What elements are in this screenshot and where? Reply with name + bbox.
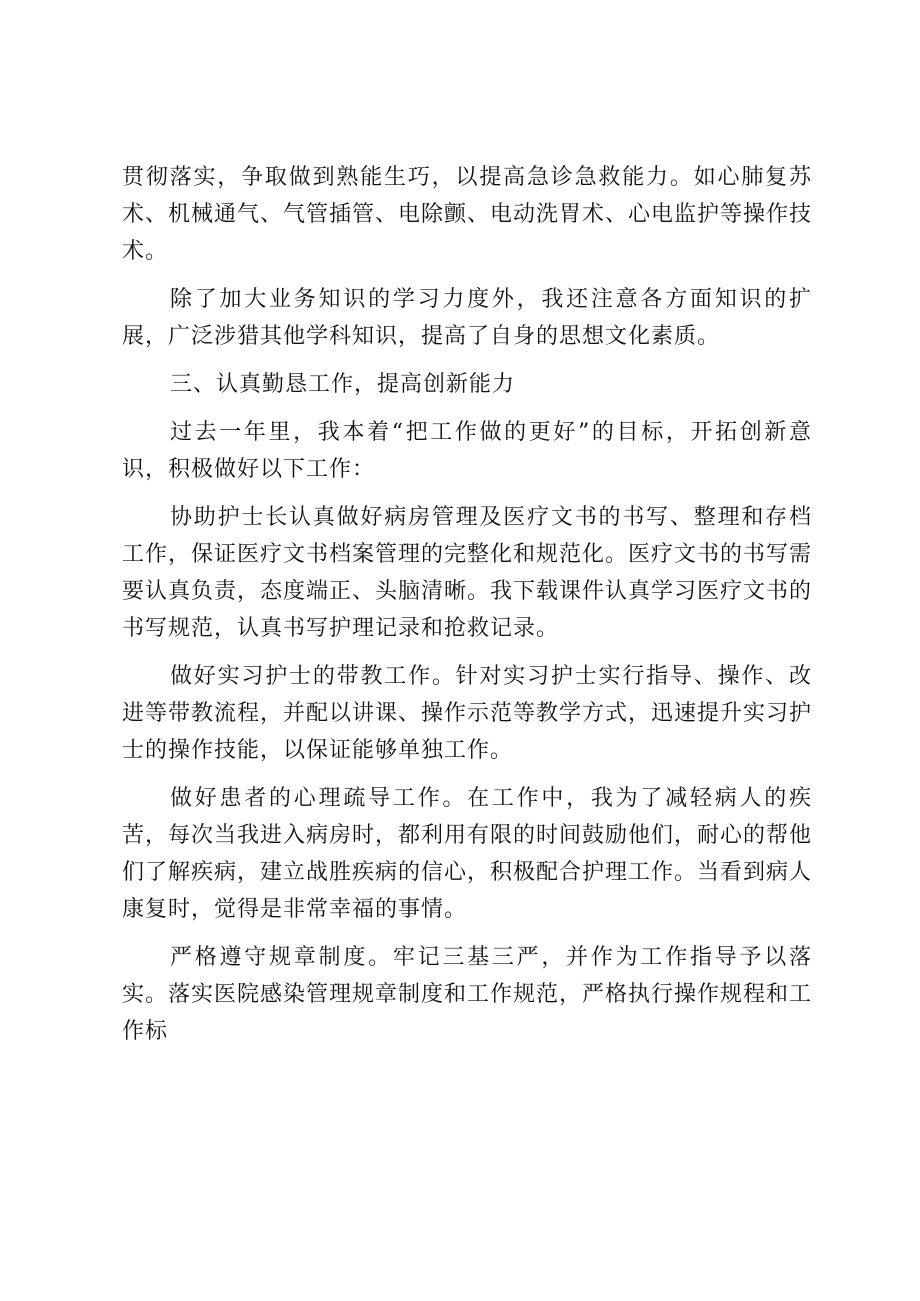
section-heading: 三、认真勤恳工作，提高创新能力 — [170, 372, 516, 397]
paragraph-5: 做好实习护士的带教工作。针对实习护士实行指导、操作、改进等带教流程，并配以讲课、操作示范等教学方式，迅速提升实习护士的操作技能，以保证能够单独工作。 — [122, 664, 813, 763]
paragraph-6: 做好患者的心理疏导工作。在工作中，我为了减轻病人的疾苦，每次当我进入病房时，都利用有限的时间鼓励他们，耐心的帮他们了解疾病，建立战胜疾病的信心，积极配合护理工作。当看到病人康复时，觉得是非常幸福的事情。 — [122, 786, 813, 922]
paragraph-4: 协助护士长认真做好病房管理及医疗文书的书写、整理和存档工作，保证医疗文书档案管理的完整化和规范化。医疗文书的书写需要认真负责，态度端正、头脑清晰。我下载课件认真学习医疗文书的书写规范，认真书写护理记录和抢救记录。 — [122, 505, 813, 641]
paragraph-1: 贯彻落实，争取做到熟能生巧，以提高急诊急救能力。如心肺复苏术、机械通气、气管插管、电除颤、电动洗胃术、心电监护等操作技术。 — [122, 165, 813, 264]
paragraph-2: 除了加大业务知识的学习力度外，我还注意各方面知识的扩展，广泛涉猎其他学科知识，提高了自身的思想文化素质。 — [122, 287, 812, 349]
paragraph-7: 严格遵守规章制度。牢记三基三严，并作为工作指导予以落实。落实医院感染管理规章制度和工作规范，严格执行操作规程和工作标 — [122, 945, 813, 1044]
document-body — [122, 159, 812, 1050]
paragraph-3: 过去一年里，我本着“把工作做的更好”的目标，开拓创新意识，积极做好以下工作： — [122, 420, 812, 482]
